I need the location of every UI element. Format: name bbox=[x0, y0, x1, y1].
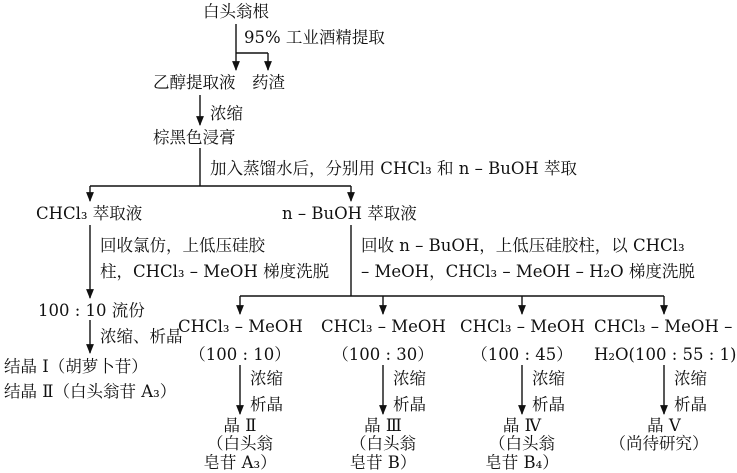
branch-op-concentrate: 浓缩 bbox=[532, 369, 565, 388]
branch-solvent: CHCl₃ – MeOH bbox=[321, 317, 446, 336]
branch-solvent: CHCl₃ – MeOH – bbox=[594, 317, 733, 336]
branch-note-line2: 皂苷 A₃） bbox=[203, 453, 277, 472]
branch-solvent: CHCl₃ – MeOH bbox=[178, 317, 303, 336]
branch-ratio: H₂O(100 : 55 : 1) bbox=[594, 345, 737, 364]
chcl3-extract-node: CHCl₃ 萃取液 bbox=[36, 204, 143, 223]
left-step-concentrate-crystallize: 浓缩、析晶 bbox=[100, 327, 183, 346]
branch-op-crystallize: 析晶 bbox=[393, 395, 426, 414]
step-concentrate: 浓缩 bbox=[210, 104, 243, 123]
branch-op-crystallize: 析晶 bbox=[674, 395, 707, 414]
branch-crystal: 晶 Ⅱ bbox=[223, 416, 257, 435]
buoh-extract-node: n – BuOH 萃取液 bbox=[282, 204, 417, 223]
branch-op-crystallize: 析晶 bbox=[250, 395, 283, 414]
left-step-line1: 回收氯仿，上低压硅胶 bbox=[100, 236, 265, 255]
paste-node: 棕黑色浸膏 bbox=[153, 128, 236, 147]
crystal-1-node: 结晶 Ⅰ（胡萝卜苷） bbox=[4, 357, 148, 376]
branch-op-crystallize: 析晶 bbox=[532, 395, 565, 414]
branch-crystal: 晶 Ⅳ bbox=[502, 416, 542, 435]
root-node: 白头翁根 bbox=[203, 2, 269, 21]
residue-node: 药渣 bbox=[252, 73, 285, 92]
branch-note-line1: （白头翁 bbox=[489, 434, 555, 453]
branch-crystal: 晶 Ⅲ bbox=[364, 416, 402, 435]
step-solvent-partition: 加入蒸馏水后，分别用 CHCl₃ 和 n – BuOH 萃取 bbox=[210, 159, 578, 178]
crystal-2-node: 结晶 Ⅱ（白头翁苷 A₃） bbox=[4, 382, 177, 401]
branch-note-line2: 皂苷 B₄） bbox=[485, 453, 559, 472]
right-step-line2: – MeOH，CHCl₃ – MeOH – H₂O 梯度洗脱 bbox=[361, 262, 695, 281]
fraction-100-10-node: 100 : 10 流份 bbox=[38, 301, 145, 320]
branch-ratio: （100 : 45） bbox=[471, 345, 573, 364]
branch-op-concentrate: 浓缩 bbox=[674, 369, 707, 388]
branch-op-concentrate: 浓缩 bbox=[250, 369, 283, 388]
left-step-line2: 柱，CHCl₃ – MeOH 梯度洗脱 bbox=[100, 262, 330, 281]
branch-note-line1: （白头翁 bbox=[207, 434, 273, 453]
branch-op-concentrate: 浓缩 bbox=[393, 369, 426, 388]
ethanol-extract-node: 乙醇提取液 bbox=[153, 73, 236, 92]
branch-note-line1: （尚待研究） bbox=[609, 434, 709, 453]
branch-ratio: （100 : 30） bbox=[332, 345, 434, 364]
step-ethanol-extraction: 95% 工业酒精提取 bbox=[244, 28, 385, 47]
branch-note-line1: （白头翁 bbox=[350, 434, 416, 453]
branch-note-line2: 皂苷 B） bbox=[349, 453, 417, 472]
branch-solvent: CHCl₃ – MeOH bbox=[460, 317, 585, 336]
right-step-line1: 回收 n – BuOH，上低压硅胶柱，以 CHCl₃ bbox=[361, 236, 685, 255]
branch-crystal: 晶 Ⅴ bbox=[647, 416, 681, 435]
branch-ratio: （100 : 10） bbox=[189, 345, 291, 364]
